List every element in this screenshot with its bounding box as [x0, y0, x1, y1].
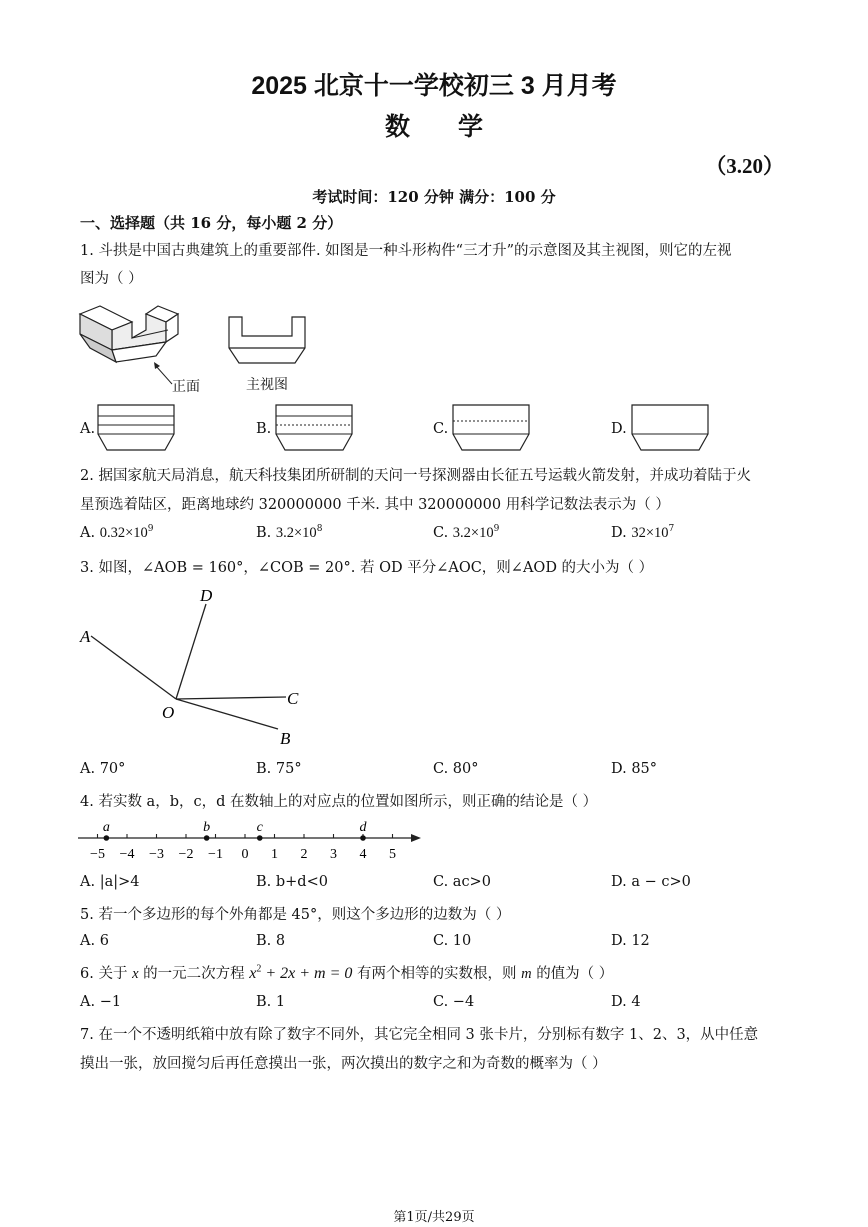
- q4-option-d[interactable]: D. a − c>0: [611, 874, 691, 890]
- q7-text-line1: 7. 在一个不透明纸箱中放有除了数字不同外，其它完全相同 3 张卡片，分别标有数字 1、2、3，从中任意: [80, 1027, 759, 1043]
- q2-text-line1: 2. 据国家航天局消息，航天科技集团所研制的天问一号探测器由长征五号运载火箭发射，并成功着陆于火: [80, 468, 751, 484]
- exam-info: 考试时间：120 分钟 满分：100 分: [312, 188, 556, 206]
- number-line-tick-label: 1: [271, 847, 278, 862]
- q5-text-line1: 5. 若一个多边形的每个外角都是 45°，则这个多边形的边数为（ ）: [80, 907, 511, 923]
- q4-number-line: [78, 816, 428, 866]
- number-line-tick-label: 4: [359, 847, 367, 862]
- q3-text-line1: 3. 如图，∠AOB = 160°，∠COB = 20°. 若 OD 平分∠AOC，则∠AOD 的大小为（ ）: [80, 560, 654, 576]
- q2-text-line2: 星预选着陆区，距离地球约 320000000 千米. 其中 320000000 用科学记数法表示为（ ）: [80, 497, 670, 513]
- exam-title: 2025 北京十一学校初三 3 月月考: [251, 72, 617, 100]
- q5-option-b[interactable]: B. 8: [256, 933, 286, 949]
- q5-option-c[interactable]: C. 10: [433, 933, 472, 949]
- q1-text-line1: 1. 斗拱是中国古典建筑上的重要部件. 如图是一种斗形构件“三才升”的示意图及其主视图，则它的左视: [80, 243, 732, 259]
- number-line-tick-label: 2: [300, 847, 308, 862]
- number-line-point-a: [104, 835, 110, 841]
- point-label-o: O: [162, 703, 175, 722]
- number-line-point-c: [257, 835, 263, 841]
- q1-main-view: [228, 316, 308, 366]
- q6-equation: $x^2 + 2x + m = 0$: [249, 963, 353, 982]
- exam-date: （3.20）: [705, 154, 784, 178]
- q3-angle-figure: [76, 584, 316, 754]
- point-label-d: D: [200, 586, 213, 605]
- subject-title: 数学: [384, 112, 531, 141]
- point-label-c: C: [287, 689, 299, 708]
- number-line-tick-label: −1: [208, 847, 223, 862]
- q1-option-b-label[interactable]: B.: [256, 421, 272, 437]
- q2-option-c[interactable]: C. $3.2\times 10^9$: [433, 524, 500, 541]
- number-line-point-label-d: d: [359, 820, 367, 835]
- number-line-point-label-a: a: [102, 820, 110, 835]
- number-line-tick-label: 0: [241, 847, 249, 862]
- q6-option-c[interactable]: C. −4: [433, 994, 475, 1010]
- number-line-point-label-b: b: [203, 820, 211, 835]
- q2-option-d[interactable]: D. $32\times 10^7$: [611, 524, 675, 541]
- number-line-tick-label: 3: [330, 847, 337, 862]
- q4-option-c[interactable]: C. ac>0: [433, 874, 491, 890]
- point-label-a: A: [80, 627, 91, 646]
- q1-option-c-figure: [452, 404, 532, 452]
- q3-option-c[interactable]: C. 80°: [433, 761, 479, 777]
- q5-option-d[interactable]: D. 12: [611, 933, 650, 949]
- label-front: 正面: [172, 379, 200, 395]
- q1-text-line2: 图为（ ）: [80, 271, 143, 287]
- q3-option-b[interactable]: B. 75°: [256, 761, 302, 777]
- q6-text-line1: 6. 关于 x 的一元二次方程 $x^2 + 2x + m = 0$ 有两个相等的实数根，则 m 的值为（ ）: [80, 963, 614, 982]
- q1-option-a-figure: [97, 404, 177, 452]
- q4-option-b[interactable]: B. b+d<0: [256, 874, 328, 890]
- q6-option-d[interactable]: D. 4: [611, 994, 641, 1010]
- q1-option-c-label[interactable]: C.: [433, 421, 449, 437]
- q1-option-a-label[interactable]: A.: [80, 421, 96, 437]
- number-line-tick-label: −2: [178, 847, 194, 862]
- q1-option-d-figure: [631, 404, 711, 452]
- section-heading: 一、选择题（共 16 分，每小题 2 分）: [80, 214, 343, 232]
- q2-option-a[interactable]: A. $0.32\times 10^9$: [80, 524, 154, 541]
- q4-text-line1: 4. 若实数 a，b，c，d 在数轴上的对应点的位置如图所示，则正确的结论是（ ）: [80, 794, 598, 810]
- point-label-b: B: [280, 729, 291, 748]
- q6-option-a[interactable]: A. −1: [80, 994, 122, 1010]
- number-line-point-d: [360, 835, 366, 841]
- number-line-arrow: [411, 834, 421, 842]
- q6-option-b[interactable]: B. 1: [256, 994, 286, 1010]
- number-line-tick-label: −4: [119, 847, 135, 862]
- label-main-view: 主视图: [246, 377, 288, 393]
- q4-option-a[interactable]: A. |a|>4: [80, 874, 140, 890]
- q1-option-b-figure: [275, 404, 355, 452]
- page-footer: 第1页/共29页: [393, 1210, 475, 1225]
- q1-option-d-label[interactable]: D.: [611, 421, 627, 437]
- q2-option-b[interactable]: B. $3.2\times 10^8$: [256, 524, 323, 541]
- q1-3d-figure: [76, 300, 186, 380]
- number-line-tick-label: −5: [90, 847, 105, 862]
- q7-text-line2: 摸出一张，放回搅匀后再任意摸出一张，两次摸出的数字之和为奇数的概率为（ ）: [80, 1056, 607, 1072]
- number-line-point-b: [204, 835, 210, 841]
- q5-option-a[interactable]: A. 6: [80, 933, 109, 949]
- q3-option-d[interactable]: D. 85°: [611, 761, 658, 777]
- number-line-tick-label: −3: [149, 847, 164, 862]
- number-line-tick-label: 5: [389, 847, 396, 862]
- q3-option-a[interactable]: A. 70°: [80, 761, 126, 777]
- number-line-point-label-c: c: [256, 820, 263, 835]
